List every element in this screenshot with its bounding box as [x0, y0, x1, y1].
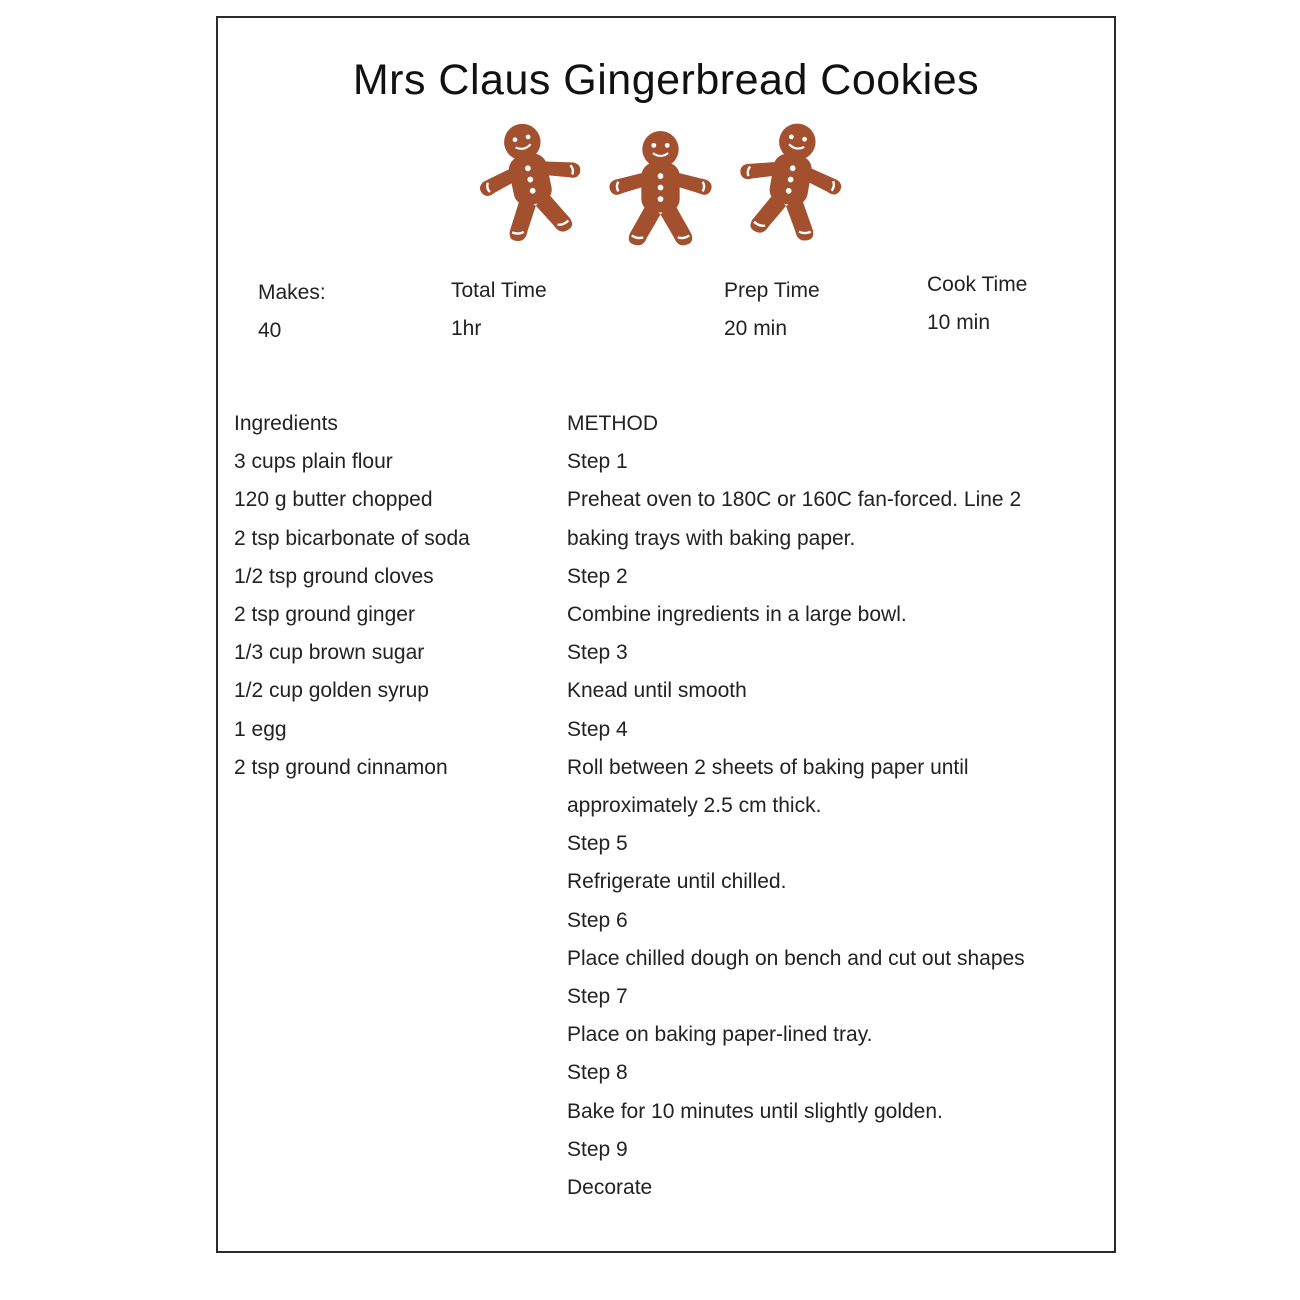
method-line: Bake for 10 minutes until slightly golden. [567, 1099, 943, 1123]
gingerbread-man-icon [723, 109, 858, 252]
method-line: Step 9 [567, 1137, 628, 1161]
method-line: Step 2 [567, 564, 628, 588]
method-line: approximately 2.5 cm thick. [567, 794, 822, 818]
gingerbread-illustration [473, 118, 853, 258]
ingredient-item: 1 egg [234, 717, 287, 741]
method-line: Roll between 2 sheets of baking paper until [567, 755, 969, 779]
method-line: baking trays with baking paper. [567, 526, 856, 550]
total-time-value: 1hr [451, 317, 482, 340]
ingredient-item: 1/2 cup golden syrup [234, 679, 429, 703]
ingredient-item: 2 tsp bicarbonate of soda [234, 526, 470, 550]
recipe-card [216, 16, 1116, 1253]
method-line: Step 3 [567, 641, 628, 665]
method-line: Step 4 [567, 717, 628, 741]
ingredient-item: 1/2 tsp ground cloves [234, 564, 434, 588]
ingredients-list [234, 405, 470, 787]
method-line: Place on baking paper-lined tray. [567, 1023, 873, 1047]
ingredient-item: 3 cups plain flour [234, 450, 393, 474]
ingredients-heading: Ingredients [234, 412, 338, 435]
makes-value: 40 [258, 319, 282, 342]
gingerbread-man-icon [461, 107, 599, 253]
ingredient-item: 2 tsp ground ginger [234, 603, 415, 627]
ingredient-item: 1/3 cup brown sugar [234, 641, 425, 665]
cook-time-label: Cook Time [927, 273, 1028, 296]
cook-time-value: 10 min [927, 311, 991, 334]
total-time-label: Total Time [451, 279, 547, 302]
method-line: Step 8 [567, 1061, 628, 1085]
method-line: Place chilled dough on bench and cut out shapes [567, 946, 1025, 970]
method-line: Knead until smooth [567, 679, 747, 703]
method-line: Step 6 [567, 908, 628, 932]
method-line: Step 5 [567, 832, 628, 856]
makes-label: Makes: [258, 281, 326, 304]
method-line: Decorate [567, 1176, 653, 1200]
prep-time-label: Prep Time [724, 279, 820, 302]
recipe-title: Mrs Claus Gingerbread Cookies [352, 56, 980, 104]
ingredient-item: 120 g butter chopped [234, 488, 433, 512]
method-line: Combine ingredients in a large bowl. [567, 603, 907, 627]
prep-time-value: 20 min [724, 317, 788, 340]
method-line: Preheat oven to 180C or 160C fan-forced. Line 2 [567, 488, 1022, 512]
gingerbread-man-icon [603, 126, 718, 251]
ingredient-item: 2 tsp ground cinnamon [234, 755, 448, 779]
method-line: Refrigerate until chilled. [567, 870, 787, 894]
method-heading: METHOD [567, 412, 658, 435]
method-list [567, 405, 1025, 1207]
method-line: Step 1 [567, 450, 628, 474]
method-line: Step 7 [567, 985, 628, 1009]
